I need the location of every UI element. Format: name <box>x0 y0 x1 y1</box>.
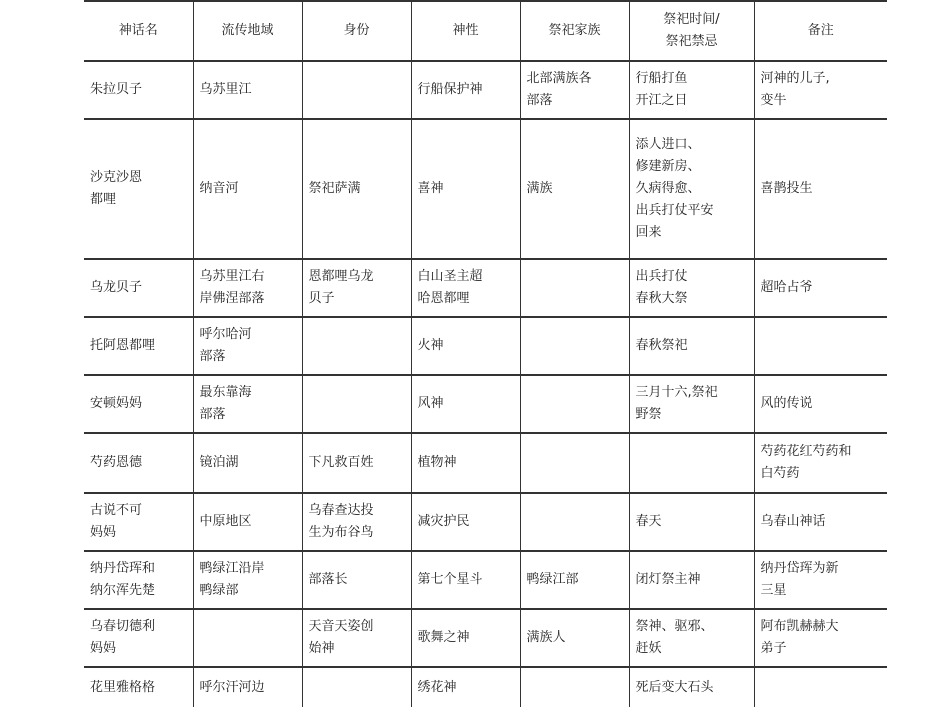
table-cell <box>520 609 629 667</box>
table-cell <box>520 493 629 551</box>
cell-line: 乌春切德利 <box>90 619 156 634</box>
header-divinity: 神性 <box>411 1 520 61</box>
cell-line: 阿布凯赫赫大 <box>760 619 839 634</box>
cell-line: 部落 <box>199 407 226 422</box>
cell-line: 河神的儿子, <box>760 71 830 86</box>
cell-line: 行船打鱼 <box>635 71 688 86</box>
table-cell <box>520 259 629 317</box>
table-row <box>84 493 887 551</box>
table-cell <box>411 375 520 433</box>
cell-line: 行船保护神 <box>417 82 483 97</box>
table-row <box>84 375 887 433</box>
table-cell <box>84 375 193 433</box>
table-cell <box>302 493 411 551</box>
table-cell <box>754 119 887 259</box>
cell-line: 部落 <box>526 93 553 108</box>
table-cell <box>302 259 411 317</box>
cell-line: 生为布谷鸟 <box>308 525 374 540</box>
cell-line: 减灾护民 <box>417 514 470 529</box>
table-row <box>84 317 887 375</box>
table-cell <box>193 375 302 433</box>
cell-line: 都哩 <box>90 192 117 207</box>
table-cell <box>193 433 302 493</box>
cell-line: 部落 <box>199 349 226 364</box>
cell-line: 超哈占爷 <box>760 280 813 295</box>
table-cell <box>754 375 887 433</box>
table-cell <box>302 61 411 119</box>
table-cell <box>629 61 754 119</box>
table-cell <box>520 61 629 119</box>
cell-line: 春秋大祭 <box>635 291 688 306</box>
cell-line: 弟子 <box>760 641 787 656</box>
cell-line: 回来 <box>635 225 662 240</box>
table-cell <box>84 61 193 119</box>
cell-line: 出兵打仗 <box>635 269 688 284</box>
table-cell <box>520 433 629 493</box>
table-row <box>84 259 887 317</box>
table-cell <box>411 119 520 259</box>
table-cell <box>193 551 302 609</box>
cell-line: 鸭绿江沿岸 <box>199 561 265 576</box>
table-cell <box>520 119 629 259</box>
header-identity: 身份 <box>302 1 411 61</box>
cell-line: 满族人 <box>526 630 566 645</box>
table-cell <box>629 667 754 707</box>
table-cell <box>84 551 193 609</box>
table-cell <box>754 61 887 119</box>
cell-line: 闭灯祭主神 <box>635 572 701 587</box>
cell-line: 北部满族各 <box>526 71 592 86</box>
myth-table <box>84 0 887 707</box>
table-cell <box>84 259 193 317</box>
table-cell <box>411 259 520 317</box>
cell-line: 乌春查达投 <box>308 503 374 518</box>
table-cell <box>84 667 193 707</box>
table-cell <box>629 433 754 493</box>
table-cell <box>84 119 193 259</box>
cell-line: 妈妈 <box>90 641 117 656</box>
table-cell <box>520 667 629 707</box>
header-row <box>84 1 887 61</box>
cell-line: 死后变大石头 <box>635 679 714 695</box>
table-cell <box>84 317 193 375</box>
table-cell <box>302 551 411 609</box>
cell-line: 祭神、驱邪、 <box>635 619 714 634</box>
table-cell <box>193 493 302 551</box>
cell-line: 修建新房、 <box>635 159 701 174</box>
cell-line: 始神 <box>308 641 335 656</box>
table-cell <box>754 317 887 375</box>
cell-line: 久病得愈、 <box>635 181 701 196</box>
cell-line: 歌舞之神 <box>417 630 470 645</box>
cell-line: 乌苏里江 <box>199 82 252 97</box>
cell-line: 最东靠海 <box>199 385 252 400</box>
cell-line: 部落长 <box>308 572 348 587</box>
cell-line: 下凡救百姓 <box>308 455 374 470</box>
header-myth-name: 神话名 <box>84 1 193 61</box>
table-cell <box>754 609 887 667</box>
cell-line: 乌龙贝子 <box>90 280 143 295</box>
table-cell <box>411 317 520 375</box>
cell-line: 呼尔哈河 <box>199 327 252 342</box>
cell-line: 沙克沙恩 <box>90 170 143 185</box>
table-row <box>84 551 887 609</box>
cell-line: 天音天姿创 <box>308 619 374 634</box>
cell-line: 出兵打仗平安 <box>635 203 714 218</box>
cell-line: 纳尔浑先楚 <box>90 583 156 598</box>
table-cell <box>754 493 887 551</box>
table-cell <box>84 433 193 493</box>
cell-line: 乌春山神话 <box>760 514 826 529</box>
table-cell <box>754 433 887 493</box>
cell-line: 绣花神 <box>417 679 457 695</box>
cell-line: 春天 <box>635 514 662 529</box>
cell-line: 贝子 <box>308 291 335 306</box>
table-cell <box>520 375 629 433</box>
table-cell <box>629 551 754 609</box>
cell-line: 安顿妈妈 <box>90 396 143 411</box>
cell-line: 三月十六,祭祀 <box>635 385 718 400</box>
table-cell <box>302 375 411 433</box>
cell-line: 鸭绿部 <box>199 583 239 598</box>
header-worship-time <box>629 1 754 61</box>
cell-line: 芍药花红芍药和 <box>760 444 852 459</box>
cell-line: 风神 <box>417 396 444 411</box>
table-body <box>84 61 887 707</box>
table-cell <box>84 493 193 551</box>
cell-line: 风的传说 <box>760 396 813 411</box>
cell-line: 祭祀萨满 <box>308 181 361 196</box>
table-cell <box>411 493 520 551</box>
cell-line: 岸佛涅部落 <box>199 291 265 306</box>
table-cell <box>754 259 887 317</box>
table-cell <box>193 259 302 317</box>
table-cell <box>193 609 302 667</box>
cell-line: 乌苏里江右 <box>199 269 265 284</box>
table-cell <box>411 609 520 667</box>
cell-line: 白山圣主超 <box>417 269 483 284</box>
table-cell <box>193 61 302 119</box>
cell-line: 变牛 <box>760 93 787 108</box>
cell-line: 妈妈 <box>90 525 117 540</box>
cell-line: 镜泊湖 <box>199 455 239 470</box>
table-cell <box>193 317 302 375</box>
cell-line: 哈恩都哩 <box>417 291 470 306</box>
table-row <box>84 119 887 259</box>
cell-line: 鸭绿江部 <box>526 572 579 587</box>
cell-line: 呼尔汗河边 <box>199 679 265 695</box>
table-cell <box>629 375 754 433</box>
table-cell <box>629 609 754 667</box>
cell-line: 中原地区 <box>199 514 252 529</box>
cell-line: 喜神 <box>417 181 444 196</box>
table-cell <box>520 551 629 609</box>
cell-line: 花里雅格格 <box>90 679 156 695</box>
table-cell <box>411 61 520 119</box>
table-cell <box>520 317 629 375</box>
table-cell <box>193 119 302 259</box>
table-cell <box>193 667 302 707</box>
table-row <box>84 667 887 707</box>
table-cell <box>411 551 520 609</box>
cell-line: 白芍药 <box>760 466 800 481</box>
cell-line: 纳丹岱珲和 <box>90 561 156 576</box>
cell-line: 托阿恩都哩 <box>90 338 156 353</box>
cell-line: 春秋祭祀 <box>635 338 688 353</box>
cell-line: 第七个星斗 <box>417 572 483 587</box>
cell-line: 喜鹊投生 <box>760 181 813 196</box>
cell-line: 三星 <box>760 583 787 598</box>
table-row <box>84 61 887 119</box>
cell-line: 恩都哩乌龙 <box>308 269 374 284</box>
table-cell <box>302 433 411 493</box>
table-cell <box>754 551 887 609</box>
cell-line: 纳音河 <box>199 181 239 196</box>
header-worship-family: 祭祀家族 <box>520 1 629 61</box>
cell-line: 纳丹岱珲为新 <box>760 561 839 576</box>
table-cell <box>629 493 754 551</box>
cell-line: 植物神 <box>417 455 457 470</box>
header-worship-time-line1: 祭祀时间/ <box>663 12 720 27</box>
table-cell <box>302 119 411 259</box>
cell-line: 开江之日 <box>635 93 688 108</box>
table-row <box>84 433 887 493</box>
cell-line: 火神 <box>417 338 444 353</box>
cell-line: 赶妖 <box>635 641 662 656</box>
cell-line: 朱拉贝子 <box>90 82 143 97</box>
table-cell <box>84 609 193 667</box>
header-worship-time-line2: 祭祀禁忌 <box>665 34 718 49</box>
table-cell <box>302 317 411 375</box>
cell-line: 芍药恩德 <box>90 455 143 470</box>
table-cell <box>629 317 754 375</box>
table-cell <box>754 667 887 707</box>
table-cell <box>411 667 520 707</box>
cell-line: 野祭 <box>635 407 662 422</box>
table-cell <box>302 667 411 707</box>
table-cell <box>629 259 754 317</box>
table-row <box>84 609 887 667</box>
cell-line: 古说不可 <box>90 503 143 518</box>
cell-line: 满族 <box>526 181 553 196</box>
table-cell <box>411 433 520 493</box>
table-cell <box>629 119 754 259</box>
header-region: 流传地域 <box>193 1 302 61</box>
cell-line: 添人进口、 <box>635 137 701 152</box>
table-cell <box>302 609 411 667</box>
header-notes: 备注 <box>754 1 887 61</box>
